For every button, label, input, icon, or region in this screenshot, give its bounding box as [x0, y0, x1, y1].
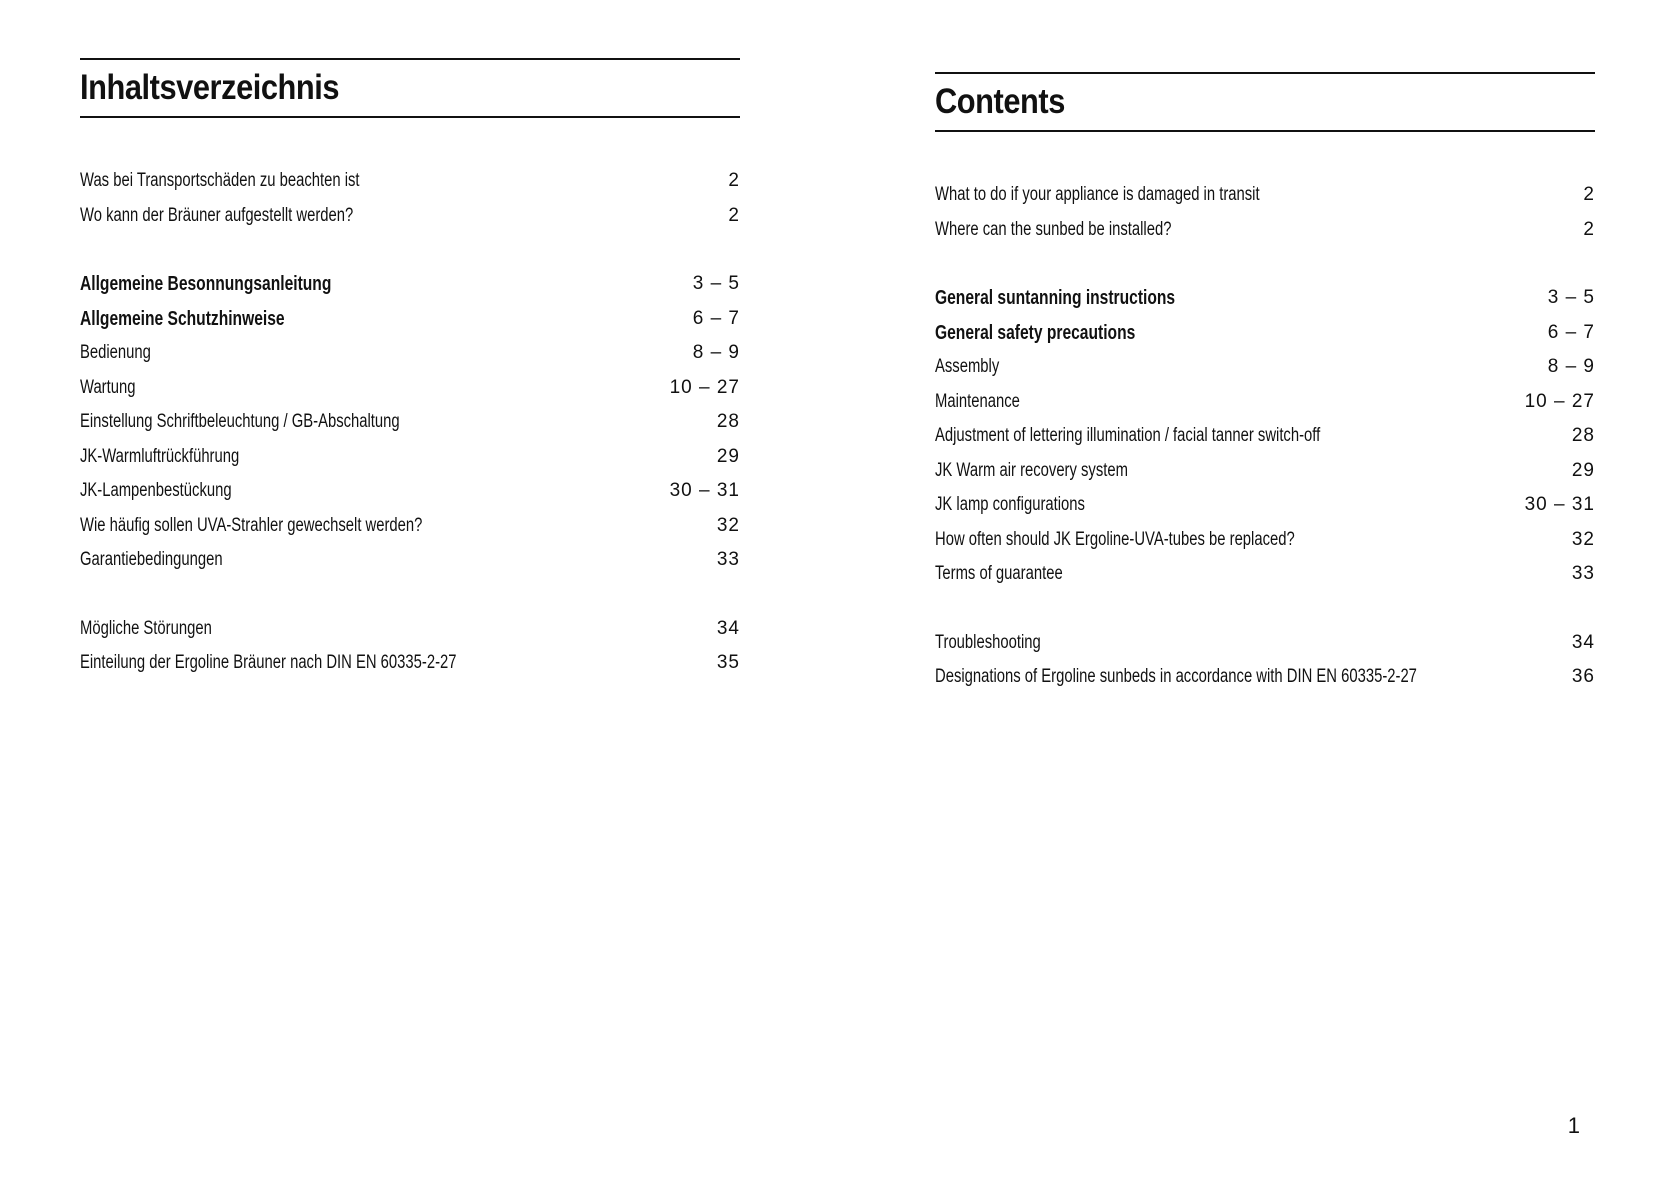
toc-entry: [935, 523, 1595, 558]
toc-group: [80, 164, 740, 233]
toc-entry-label: What to do if your appliance is damaged in transit: [935, 184, 1260, 205]
toc-entry-page: 10 – 27: [669, 376, 740, 398]
toc-entry: [80, 612, 740, 647]
toc-entry-page: 2: [1583, 184, 1595, 205]
toc-entry-label: JK Warm air recovery system: [935, 459, 1128, 481]
toc-group: [935, 281, 1595, 592]
toc-entry: [80, 336, 740, 371]
toc-entry: [935, 557, 1595, 592]
toc-entry-label: Allgemeine Schutzhinweise: [80, 307, 285, 330]
toc-entry-label: Wartung: [80, 376, 136, 398]
toc-entry: [935, 281, 1595, 316]
toc-entry-label: Allgemeine Besonnungsanleitung: [80, 273, 332, 295]
toc-group: [80, 267, 740, 578]
toc-entry-label: Bedienung: [80, 342, 151, 363]
toc-entry: [935, 660, 1595, 695]
toc-entry: [80, 474, 740, 509]
toc-entry-page: 36: [1571, 666, 1595, 687]
toc-entry: [80, 509, 740, 544]
page-number: 1: [1567, 1113, 1580, 1138]
toc-entry-page: 29: [1571, 459, 1595, 481]
toc-entry-page: 3 – 5: [1547, 287, 1595, 308]
toc-entry-page: 30 – 31: [669, 480, 740, 501]
toc-entry-label: JK lamp configurations: [935, 494, 1085, 515]
toc-entry: [935, 178, 1595, 213]
toc-entry-label: Maintenance: [935, 390, 1020, 412]
toc-entry-page: 10 – 27: [1524, 390, 1595, 412]
toc-entry: [80, 440, 740, 475]
toc-entry-page: 2: [1583, 218, 1595, 240]
toc-entry-label: Troubleshooting: [935, 631, 1041, 653]
toc-entry-label: Where can the sunbed be installed?: [935, 218, 1172, 240]
toc-entry-page: 33: [716, 549, 740, 570]
toc-entry-label: Einteilung der Ergoline Bräuner nach DIN EN 60335-2-27: [80, 652, 457, 673]
toc-entry: [80, 302, 740, 337]
toc-entry-label: Wie häufig sollen UVA-Strahler gewechselt werden?: [80, 514, 423, 536]
section-title: Contents: [935, 82, 1065, 121]
toc-entry-label: JK-Lampenbestückung: [80, 480, 232, 501]
toc-entry-page: 2: [728, 204, 740, 226]
toc-group: [935, 626, 1595, 695]
toc-group: [935, 178, 1595, 247]
toc-entry: [935, 488, 1595, 523]
toc-entry-page: 2: [728, 170, 740, 191]
toc-entry: [80, 371, 740, 406]
toc-entry: [80, 267, 740, 302]
toc-entry-label: General safety precautions: [935, 321, 1136, 344]
toc-entry-page: 28: [716, 411, 740, 432]
toc-entry-page: 6 – 7: [692, 307, 740, 329]
toc-entry-page: 29: [716, 445, 740, 467]
toc-entry-label: Terms of guarantee: [935, 563, 1063, 584]
toc-entry-label: Einstellung Schriftbeleuchtung / GB-Abschaltung: [80, 411, 400, 432]
toc-group: [80, 612, 740, 681]
toc-entry-page: 3 – 5: [692, 273, 740, 294]
toc-entry-label: Was bei Transportschäden zu beachten ist: [80, 170, 360, 191]
german-contents-column: [80, 58, 740, 715]
english-contents-column: [935, 72, 1595, 729]
toc-entry-page: 34: [1571, 631, 1595, 653]
toc-entry-page: 35: [716, 652, 740, 673]
toc-entry-label: JK-Warmluftrückführung: [80, 445, 240, 467]
toc-entry-label: Designations of Ergoline sunbeds in accordance with DIN EN 60335-2-27: [935, 666, 1417, 687]
toc-entry: [935, 626, 1595, 661]
toc-entry-label: Wo kann der Bräuner aufgestellt werden?: [80, 204, 354, 226]
toc-entry: [935, 213, 1595, 248]
toc-entry-page: 8 – 9: [692, 342, 740, 363]
toc-entry: [935, 385, 1595, 420]
top-rule: [80, 58, 740, 60]
toc-entry-page: 32: [1571, 528, 1595, 550]
toc-entry-page: 32: [716, 514, 740, 536]
title-underline: [935, 130, 1595, 132]
title-underline: [80, 116, 740, 118]
toc-entry: [80, 164, 740, 199]
toc-entry-label: Assembly: [935, 356, 1000, 377]
section-title: Inhaltsverzeichnis: [80, 68, 340, 107]
toc-list: [935, 178, 1595, 695]
toc-entry-page: 34: [716, 617, 740, 639]
top-rule: [935, 72, 1595, 74]
toc-entry-label: General suntanning instructions: [935, 287, 1176, 309]
toc-list: [80, 164, 740, 681]
toc-entry: [80, 405, 740, 440]
toc-entry: [80, 543, 740, 578]
toc-entry-label: Mögliche Störungen: [80, 617, 212, 639]
toc-entry-page: 30 – 31: [1524, 494, 1595, 515]
toc-entry-page: 8 – 9: [1547, 356, 1595, 377]
toc-entry-page: 6 – 7: [1547, 321, 1595, 343]
toc-entry: [80, 646, 740, 681]
toc-entry-page: 28: [1571, 425, 1595, 446]
toc-entry: [935, 454, 1595, 489]
toc-entry: [80, 199, 740, 234]
toc-entry-label: Garantiebedingungen: [80, 549, 223, 570]
toc-entry-label: How often should JK Ergoline-UVA-tubes be replaced?: [935, 528, 1295, 550]
toc-entry-label: Adjustment of lettering illumination / facial tanner switch-off: [935, 425, 1321, 446]
toc-entry: [935, 316, 1595, 351]
toc-entry: [935, 350, 1595, 385]
toc-entry-page: 33: [1571, 563, 1595, 584]
toc-entry: [935, 419, 1595, 454]
